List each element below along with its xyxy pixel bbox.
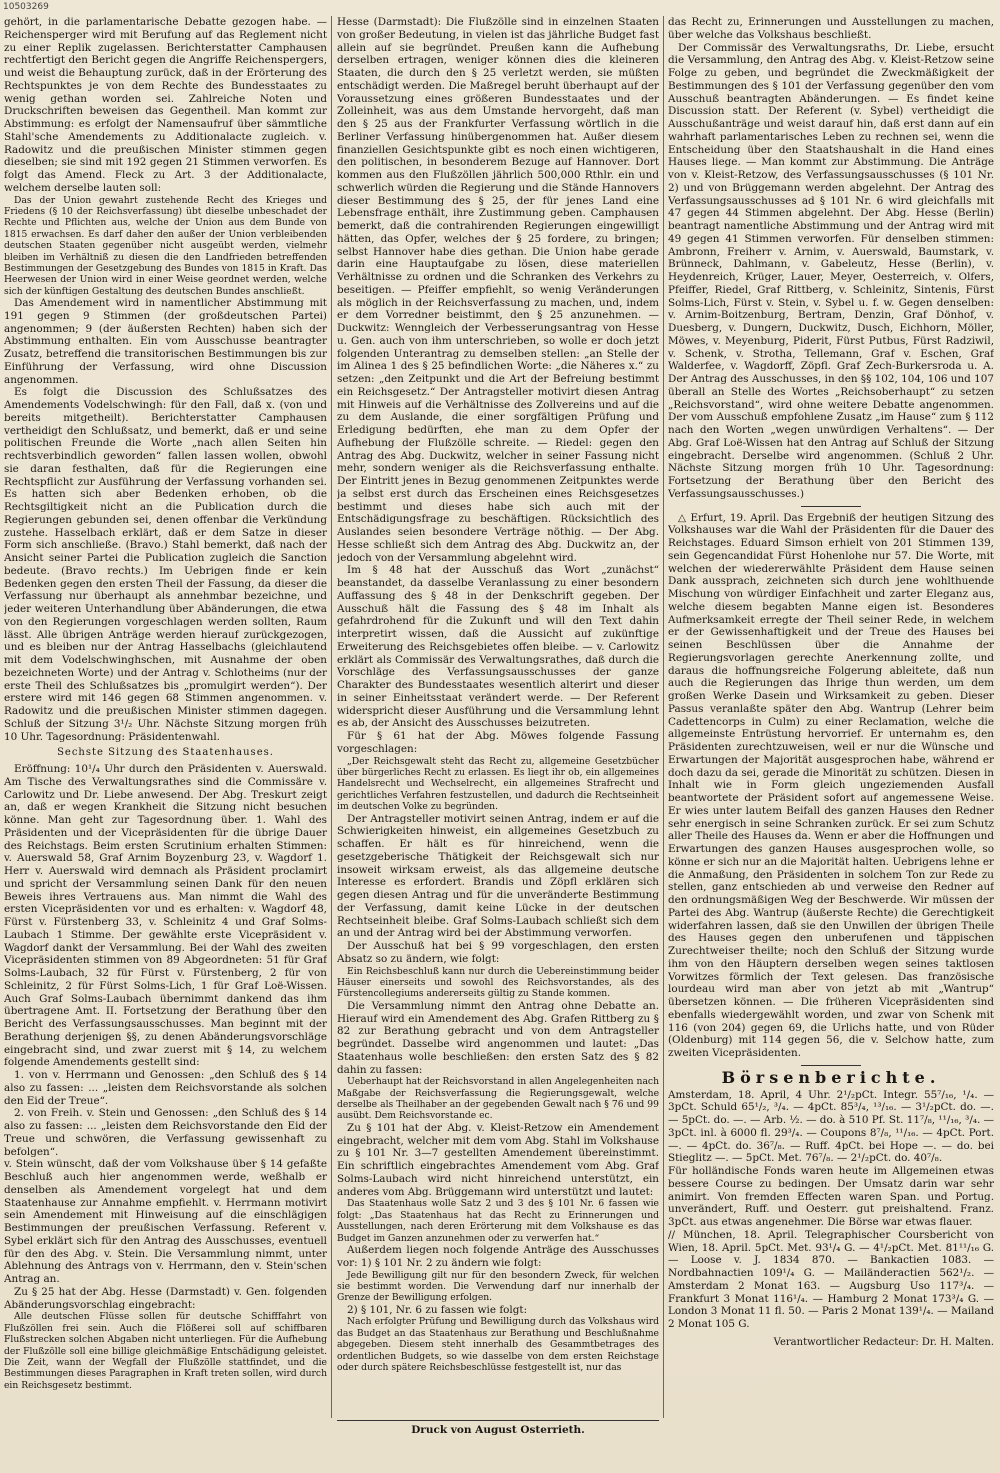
article-paragraph: Außerdem liegen noch folgende Anträge des Ausschusses vor: 1) § 101 Nr. 2 zu ändern wie folgt: — [337, 1244, 659, 1269]
article-paragraph: Der Antragsteller motivirt seinen Antrag, indem er auf die Schwierigkeiten hinweist, ein allgemeines Gesetzbuch zu schaffen. Er hält es für hinreichend, wenn die gesetzgeberische Thätigkeit der Reichsgewalt sich nur insoweit wirksam erweist, als das allgemeine deutsche Interesse es erfordert. Brandis und Zöpfl erklären sich gegen diesen Antrag und für die unveränderte Bestimmung der Verfassung, damit keine Lücke in der deutschen Rechtseinheit bleibe. Graf Solms-Laubach schließt sich dem an und der Antrag wird bei der Abstimmung verworfen. — [337, 812, 659, 940]
article-paragraph: Im § 48 hat der Ausschuß das Wort „zunächst“ beanstandet, da dasselbe Veranlassung zu einer besondern Auffassung des § 48 in der Denkschrift gegeben. Der Ausschuß hält die Fassung des § 48 im Inhalt als gefahrdrohend für die Zukunft und will den Text dahin interpretirt wissen, daß die Aussicht auf zukünftige Erweiterung des Reichsgebietes offen bleibe. — v. Carlowitz erklärt als Commissär des Verwaltungsrathes, daß durch die Vorschläge des Verfassungsausschusses der ganze Charakter des Bundesstaates wesentlich alterirt und dieser in seiner Einheitsstaat verändert werde. — Der Referent widerspricht dieser Ausführung und die Versammlung lehnt es ab, der Ansicht des Ausschusses beizutreten. — [337, 564, 659, 730]
article-paragraph: Eröffnung: 10¹/₄ Uhr durch den Präsidenten v. Auerswald. Am Tische des Verwaltungsrathes sind die Commissäre v. Carlowitz und Dr. Liebe anwesend. Der Abg. Treskurt zeigt an, daß er wegen Krankheit die Sitzung nicht besuchen könne. Man geht zur Tagesordnung über. 1. Wahl des Präsidenten und der Vicepräsidenten für die übrige Dauer des Reichstags. Beim ersten Scrutinium erhalten Stimmen: v. Auerswald 58, Graf Arnim Boyzenburg 23, v. Wagdorf 1. Herr v. Auerswald wird demnach als Präsident proclamirt und spricht der Versammlung seinen Dank für den neuen Beweis ihres Vertrauens aus. Man nimmt die Wahl des ersten Vicepräsidenten vor und es erhalten: v. Wagdorf 48, Fürst v. Fürstenberg 33, v. Schleinitz 4 und Graf Solms-Laubach 1 Stimme. Der gewählte erste Vicepräsident v. Wagdorf dankt der Versammlung. Bei der Wahl des zweiten Vicepräsidenten stimmen von 89 Abgeordneten: 51 für Graf Solms-Laubach, 32 für Fürst v. Fürstenberg, 2 für von Schleinitz, 2 für Fürst Solms-Lich, 1 für Graf Loë-Wissen. Auch Graf Solms-Laubach übernimmt dankend das ihm übertragene Amt. II. Fortsetzung der Berathung über den Bericht des Verfassungsausschusses. Man beginnt mit der Berathung derjenigen §§, zu denen Abänderungsvorschläge eingebracht sind, und zwar zuerst mit § 14, zu welchem folgende Amendements gestellt sind: — [4, 763, 327, 1069]
archive-id: 10503269 — [3, 2, 49, 12]
article-paragraph: Alle deutschen Flüsse sollen für deutsche Schifffahrt von Flußzöllen frei sein. Auch die Flößerei soll auf schiffbaren Flußstrecken solchen Abgaben nicht unterliegen. Für die Aufhebung der Flußzölle soll eine billige gleichmäßige Entschädigung geleistet. Die Zeit, wann der Wegfall der Flußzölle stattfindet, und die Bestimmungen dieses Paragraphen in Kraft treten sollen, wird durch ein Reichsgesetz bestimmt. — [4, 1311, 327, 1391]
article-paragraph: Für holländische Fonds waren heute im Allgemeinen etwas bessere Course zu bedingen. Der Umsatz darin war sehr animirt. Von fremden Effecten waren Span. und Portug. unverändert, Ruff. und Oesterr. gut preishaltend. Franz. 3pCt. aus etwas angenehmer. Die Börse war etwas flauer. — [668, 1165, 994, 1228]
column-2 — [337, 16, 659, 1436]
article-paragraph: Der Commissär des Verwaltungsraths, Dr. Liebe, ersucht die Versammlung, den Antrag des Abg. v. Kleist-Retzow seine Folge zu geben, und begründet die Zweckmäßigkeit der Bestimmungen des § 101 der Verfassung gegenüber den vom Ausschuß beantragten Abänderungen. — Es findet keine Discussion statt. Der Referent (v. Sybel) vertheidigt die Ausschußanträge und weist darauf hin, daß erst dann auf ein wahrhaft parlamentarisches Leben zu rechnen sei, wenn die Entscheidung über den Staatshaushalt in die Hand eines Hauses liege. — Man kommt zur Abstimmung. Die Anträge von v. Kleist-Retzow, des Verfassungsausschusses (§ 101 Nr. 2) und von Brüggemann werden abgelehnt. Der Antrag des Verfassungsausschusses ad § 101 Nr. 6 wird gleichfalls mit 47 gegen 44 Stimmen abgelehnt. Der Abg. Hesse (Berlin) beantragt namentliche Abstimmung und der Antrag wird mit 49 gegen 41 Stimmen verworfen. Für denselben stimmen: Ambronn, Freiherr v. Arnim, v. Auerswald, Baumstark, v. Brünneck, Dahlmann, v. Gabeleutz, Hesse (Berlin), v. Heydenreich, Krüger, Lauer, Meyer, Oesterreich, v. Olfers, Pfeiffer, Riedel, Graf Rittberg, v. Schleinitz, Sintenis, Fürst Solms-Lich, Fürst v. Stein, v. Sybel u. f. w. Gegen denselben: v. Arnim-Boitzenburg, Bertram, Denzin, Graf Dönhof, v. Duesberg, v. Dungern, Duckwitz, Dusch, Eichhorn, Möller, Möwes, v. Meyenburg, Piderit, Fürst Putbus, Fürst Radziwil, v. Schenk, v. Strotha, Tellemann, Graf v. Eschen, Graf Walderfee, v. Wagdorff, Zöpfl. Graf Zech-Burkersroda u. A. Der Antrag des Ausschusses, in den §§ 102, 104, 106 und 107 überall an Stelle des Wortes „Reichsoberhaupt“ zu setzen „Reichsvorstand“, wird ohne weitere Debatte angenommen. Der vom Ausschuß empfohlene Zusatz „im Hause“ zum § 112 nach den Worten „wegen unwürdigen Verhaltens“. — Der Abg. Graf Loë-Wissen hat den Antrag auf Schluß der Sitzung eingebracht. Derselbe wird angenommen. (Schluß 2 Uhr. Nächste Sitzung morgen früh 10 Uhr. Tagesordnung: Fortsetzung der Berathung über den Bericht des Verfassungsausschusses.) — [668, 41, 994, 500]
article-paragraph: 2. von Freih. v. Stein und Genossen: „den Schluß des § 14 also zu fassen: ... „leisten dem Reichsvorstande den Eid der Treue und schwören, die Verfassung gewissenhaft zu befolgen“. — [4, 1107, 327, 1158]
article-paragraph: „Der Reichsgewalt steht das Recht zu, allgemeine Gesetzbücher über bürgerliches Recht zu erlassen. Es liegt ihr ob, ein allgemeines Handelsrecht und Wechselrecht, ein allgemeines Strafrecht und gerichtliches Verfahren festzustellen, und dadurch die Rechtseinheit im deutschen Volke zu begründen. — [337, 755, 659, 813]
section-separator — [801, 1065, 861, 1066]
article-paragraph: v. Stein wünscht, daß der vom Volkshause über § 14 gefaßte Beschluß auch hier angenommen werde, weßhalb er denselben als Amendement vorgelegt hat und dem Staatenhause zur Annahme empfiehlt. v. Herrmann motivirt sein Amendement mit Hinweisung auf die einschlägigen Bestimmungen der preußischen Verfassung. Referent v. Sybel erklärt sich für den Antrag des Ausschusses, eventuell für den des Abg. v. Stein. Die Versammlung nimmt, unter Ablehnung des Antrags von v. Herrmann, den v. Stein'schen Antrag an. — [4, 1158, 327, 1286]
section-separator — [801, 506, 861, 507]
article-paragraph: Es folgt die Discussion des Schlußsatzes des Amendements Vodelschwingh: für den Fall, daß x. (von und bereits mitgetheilt). Berichterstatter Camphausen vertheidigt den Schlußsatz, und bemerkt, daß er und seine politischen Freunde die Worte „nach allen Seiten hin rechtsverbindlich geworden“ fallen lassen wollen, obwohl sie daran festhalten, daß für die Regierungen eine Rechtspflicht zur Ausführung der Verfassung vorhanden sei. Es hatten sich aber Bedenken erhoben, ob die Rechtsgiltigkeit nicht an die Publication durch die Regierungen gebunden sei, denen offenbar die Verkündung zustehe. Hasselbach erklärt, daß er dem Satze in dieser Form sich anschließe. (Bravo.) Stahl bemerkt, daß nach der Ansicht seiner Partei die Publication zugleich die Sanction bedeute. (Bravo rechts.) Im Uebrigen finde er kein Bedenken gegen den ersten Theil der Fassung, da dieser die Verfassung nur überhaupt als annehmbar bezeichne, und jeder weiteren Unterhandlung über Abänderungen, die etwa von den Regierungen vorgeschlagen werden sollten, Raum lässt. Alle übrigen Anträge werden hierauf zurückgezogen, und es bleiben nur der Antrag Hasselbachs (gleichlautend mit dem Vodelschwinghschen, mit Ausnahme der oben bezeichneten Worte) und der Antrag v. Schlotheims (nur der erste Theil des Schlußsatzes bis „promulgirt werden“). Der erstere wird mit 146 gegen 68 Stimmen angenommen. v. Radowitz und die preußischen Minister stimmen dagegen. Schluß der Sitzung 3¹/₂ Uhr. Nächste Sitzung morgen früh 10 Uhr. Tagesordnung: Präsidentenwahl. — [4, 386, 327, 743]
article-paragraph: Zu § 101 hat der Abg. v. Kleist-Retzow ein Amendement eingebracht, welcher mit dem vom Abg. Stahl im Volkshause zu § 101 Nr. 3—7 gestellten Amendement übereinstimmt. Ein schriftlich eingebrachtes Amendement vom Abg. Graf Solms-Laubach wird nicht hinreichend unterstützt, ein anderes vom Abg. Brüggemann wird unterstützt und lautet: — [337, 1121, 659, 1198]
section-heading: Sechste Sitzung des Staatenhauses. — [57, 747, 274, 759]
article-paragraph: Das Staatenhaus wolle Satz 2 und 3 des § 101 Nr. 6 fassen wie folgt: „Das Staatenhaus hat das Recht zu Erinnerungen und Ausstellungen, nach deren Erörterung mit dem Volkshause es das Budget im Ganzen anzunehmen oder zu verwerfen hat.“ — [337, 1198, 659, 1244]
article-paragraph: // München, 18. April. Telegraphischer Coursbericht von Wien, 18. April. 5pCt. Met. 93¹/₄ G. — 4¹/₂pCt. Met. 81¹¹/₁₆ G. — Loose v. J. 1834 870. — Bankactien 1083. — Nordbahnactien 109¹/₄ G. — Mailänderactien 562¹/₂. — Amsterdam 2 Monat 163. — Augsburg Uso 117³/₄. — Frankfurt 3 Monat 116¹/₄. — Hamburg 2 Monat 173³/₄ G. — London 3 Monat 11 fl. 50. — Paris 2 Monat 139¹/₄. — Mailand 2 Monat 105 G. — [668, 1228, 994, 1330]
article-paragraph: Hesse (Darmstadt): Die Flußzölle sind in einzelnen Staaten von großer Bedeutung, in vielen ist das jährliche Budget fast allein auf sie begründet. Preußen kann die Aufhebung derselben ertragen, weniger können dies die kleineren Staaten, die durch den § 25 verletzt werden, sie müßten entschädigt werden. Die Maßregel beruht überhaupt auf der Voraussetzung eines größeren Bundesstaates und der Zolleinheit, was aus dem Umstande hervorgeht, daß man den § 25 aus der Frankfurter Verfassung wörtlich in die Berliner Verfassung hinübergenommen hat. Außer diesem finanziellen Gesichtspunkte gibt es noch einen wichtigeren, den politischen, in besonderem Bezuge auf Hannover. Dort kommen aus den Flußzöllen jährlich 500,000 Rthlr. ein und schwerlich würden die Regierung und die Stände Hannovers dieser Bestimmung des § 25, der für jenes Land eine Lebensfrage enthält, ihre Zustimmung geben. Camphausen bemerkt, daß die contrahirenden Regierungen eingewilligt hätten, das Opfer, welches der § 25 fordere, zu bringen; selbst Hannover habe dies gethan. Die Union habe gerade darin eine Hauptaufgabe zu lösen, diese materiellen Verhältnisse zu ordnen und die Schranken des Verkehrs zu beseitigen. — Pfeiffer empfiehlt, so wenig Veränderungen als möglich in der Reichsverfassung zu machen, und, indem er dem Vorredner beistimmt, den § 25 anzunehmen. — Duckwitz: Wenngleich der Verbesserungsantrag von Hesse u. Gen. auch von ihm unterschrieben, so wolle er doch jetzt folgenden Unterantrag zu demselben stellen: „an Stelle der im Alinea 1 des § 25 befindlichen Worte: „die Näheres x.“ zu setzen: „den Zeitpunkt und die Art der Befreiung bestimmt ein Reichsgesetz.“ Der Antragsteller motivirt diesen Antrag mit Hinweis auf die Verhältnisse des Zollvereins und auf die zu dem Auslande, die einer sorgfältigen Prüfung und Erledigung bedürften, ehe man zu dem Opfer der Aufhebung der Flußzölle schreite. — Riedel: gegen den Antrag des Abg. Duckwitz, welcher in seiner Fassung nicht mehr, sondern weniger als die Reichsverfassung enthalte. Der Eintritt jenes in Bezug genommenen Zeitpunktes werde ja selbst erst durch das Erscheinen eines Reichsgesetzes bestimmt und dieses habe sich auch mit der Entschädigungsfrage zu beschäftigen. Rücksichtlich des Auslandes seien besondere Verträge nöthig. — Der Abg. Hesse schließt sich dem Antrag des Abg. Duckwitz an, der jedoch von der Versammlung abgelehnt wird. — [337, 16, 659, 564]
article-paragraph: △ Erfurt, 19. April. Das Ergebniß der heutigen Sitzung des Volkshauses war die Wahl der Präsidenten für die Dauer des Reichstages. Eduard Simson erhielt von 201 Stimmen 139, sein Gegencandidat Fürst Hohenlohe nur 57. Die Worte, mit welchen der wiedererwählte Präsident dem Hause seinen Dank aussprach, zeichneten sich durch jene wohlthuende Mischung von würdiger Einfachheit und zarter Eleganz aus, welche diesem begabten Manne eigen ist. Besonderes Aufmerksamkeit erregte der Theil seiner Rede, in welchem er der Gewissenhaftigkeit und der Treue des Hauses bei seinen Beschlüssen über die Annahme der Regierungsvorlagen gerechte Anerkennung zollte, und daraus die hoffnungsreiche Folgerung ableitete, daß nun auch die Regierungen das Ihrige thun werden, um dem großen Werke Dasein und Wirksamkeit zu geben. Dieser Passus veranlaßte später den Abg. Wantrup (Lehrer beim Cadettencorps in Culm) zu einer Reclamation, welche die allgemeinste Entrüstung hervorrief. Er unternahm es, den Präsidenten zurechtzuweisen, weil er nur die Wünsche und Erwartungen der Majorität ausgesprochen habe, während er doch dazu da sei, gerade die Minorität zu schützen. Diesen in Inhalt wie in Form gleich ungeziemenden Ausfall beantwortete der Präsident sofort auf angemessene Weise. Er wies unter lautem Beifall des ganzen Hauses den Redner sehr energisch in seine Schranken zurück. Er sei zum Schutz aller Theile des Hauses da. Wenn er aber die Hoffnungen und Erwartungen des ganzen Hauses ausgesprochen wolle, so könne er sich nur an die Majorität halten. Uebrigens lehne er die Anmaßung, den Präsidenten in solchem Ton zur Rede zu stellen, ganz entschieden ab und verweise den Redner auf den ordnungsmäßigen Weg der Beschwerde. Wir müssen der Partei des Abg. Wantrup (äußerste Rechte) die Gerechtigkeit widerfahren lassen, daß sie den Unwillen der übrigen Theile des Hauses gegen den unberufenen und täppischen Zurechtweiser theilte; noch den Schluß der Sitzung wurde ihm von den Häuptern derselben wegen seines taktlosen Vorwitzes förmlich der Text gelesen. Das französische lourdeau wird man aber von jetzt ab mit „Wantrup“ übersetzen können. — Die früheren Vicepräsidenten sind ebenfalls wiedergewählt worden, und zwar von Schenk mit 116 (von 204) gegen 69, die Urlichs hatte, und von Rüder (Oldenburg) mit 114 gegen 56, die v. Selchow hatte, zum zweiten Vicepräsidenten. — [668, 511, 994, 1059]
article-paragraph: 1. von v. Herrmann und Genossen: „den Schluß des § 14 also zu fassen: ... „leisten dem Reichsvorstande als solchen den Eid der Treue“. — [4, 1069, 327, 1107]
article-paragraph: Ueberhaupt hat der Reichsvorstand in allen Angelegenheiten nach Maßgabe der Reichsverfassung die Regierungsgewalt, welche derselbe als Theilhaber an der gegebenden Gewalt nach § 76 und 99 ausübt. Dem Reichsvorstande ec. — [337, 1076, 659, 1122]
article-paragraph: Ein Reichsbeschluß kann nur durch die Uebereinstimmung beider Häuser einerseits und sowohl des Reichsvorstandes, als des Fürstencollegiums andererseits gültig zu Stande kommen. — [337, 965, 659, 1000]
footer-rule — [337, 1420, 659, 1421]
article-paragraph: das Recht zu, Erinnerungen und Ausstellungen zu machen, über welche das Volkshaus beschließt. — [668, 16, 994, 41]
column-1 — [4, 16, 327, 1436]
article-paragraph: Zu § 25 hat der Abg. Hesse (Darmstadt) v. Gen. folgenden Abänderungsvorschlag eingebracht: — [4, 1285, 327, 1311]
article-paragraph: Die Versammlung nimmt den Antrag ohne Debatte an. Hierauf wird ein Amendement des Abg. Grafen Rittberg zu § 82 zur Berathung gebracht und von dem Antragsteller begründet. Dasselbe wird angenommen und lautet: „Das Staatenhaus wolle beschließen: den ersten Satz des § 82 dahin zu fassen: — [337, 999, 659, 1076]
boersenberichte-heading: Börsenberichte. — [721, 1067, 941, 1087]
article-paragraph: Der Ausschuß hat bei § 99 vorgeschlagen, den ersten Absatz so zu ändern, wie folgt: — [337, 940, 659, 965]
column-3 — [668, 16, 994, 1436]
article-paragraph: gehört, in die parlamentarische Debatte gezogen habe. — Reichensperger wird mit Berufung auf das Reglement nicht zu einer Replik zugelassen. Berichterstatter Camphausen rechtfertigt den Bericht gegen die Angriffe Reichenspergers, und weist die Behauptung zurück, daß in der Erörterung des Rechtspunktes je von dem Rechte des Bundesstaates zu wenig gethan worden sei. Zahlreiche Noten und Druckschriften beweisen das Gegentheil. Man kommt zur Abstimmung: es erfolgt der Namensaufruf über sämmtliche Stahl'sche Amendements zu Additionalacte zugleich. v. Radowitz und die preußischen Minister stimmen gegen dieselben; sie sind mit 192 gegen 21 Stimmen verworfen. Es folgt das Amend. Fleck zu Art. 3 der Additionalacte, welchem derselbe lauten soll: — [4, 16, 327, 194]
article-paragraph: 2) § 101, Nr. 6 zu fassen wie folgt: — [347, 1303, 528, 1316]
article-paragraph: Amsterdam, 18. April, 4 Uhr. 2¹/₂pCt. Integr. 55⁷/₁₆, ¹/₄. — 3pCt. Schuld 65¹/₂, ³/₄. — 4pCt. 85³/₄, ¹³/₁₆. — 3¹/₂pCt. do. —. — 5pCt. do. —. — Arb. ½. — do. à 510 Pf. St. 11⁷/₈, ¹¹/₁₆, ³/₄. — 3pCt. inl. à 6000 fl. 29³/₄. — Coupons 8⁷/₈, ¹¹/₁₆. — 4pCt. Port. —. — 4pCt. do. 36⁷/₈. — Ruff. 4pCt. bei Hope —. — do. bei Stieglitz —. — 5pCt. Met. 76⁷/₈. — 2¹/₂pCt. do. 40⁷/₈. — [668, 1088, 994, 1165]
article-paragraph: Für § 61 hat der Abg. Möwes folgende Fassung vorgeschlagen: — [337, 730, 659, 755]
article-paragraph: Das Amendement wird in namentlicher Abstimmung mit 191 gegen 9 Stimmen (der großdeutschen Partei) angenommen; 9 (der äußersten Rechten) haben sich der Abstimmung enthalten. Ein vom Ausschusse beantragter Zusatz, betreffend die transitorischen Bestimmungen bis zur Einführung der Verfassung, wird ohne Discussion angenommen. — [4, 297, 327, 386]
printer-imprint: Druck von August Osterrieth. — [411, 1424, 585, 1436]
article-paragraph: Jede Bewilligung gilt nur für den besondern Zweck, für welchen sie bestimmt worden. Die Verwendung darf nur innerhalb der Grenze der Bewilligung erfolgen. — [337, 1269, 659, 1304]
column-rule — [331, 16, 332, 1418]
article-paragraph: Das der Union gewahrt zustehende Recht des Krieges und Friedens (§ 10 der Reichsverfassung) übt dieselbe unbeschadet der Rechte und Pflichten aus, welche der Union aus dem Bunde von 1815 erwachsen. Es darf daher den außer der Union verbleibenden deutschen Staaten gegenüber nicht ausgeübt werden, vielmehr bleiben im Verhältniß zu diesen die den Landfrieden betreffenden Bestimmungen der Gesetzgebung des Bundes von 1815 in Kraft. Das Heerwesen der Union wird in einer Weise geordnet werden, welche sich der künftigen Gestaltung des deutschen Bundes anschließt. — [4, 194, 327, 297]
article-paragraph: Nach erfolgter Prüfung und Bewilligung durch das Volkshaus wird das Budget an das Staatenhaus zur Berathung und Beschlußnahme abgegeben. Diesem steht innerhalb des Gesammtbetrages des ordentlichen Budgets, so wie dasselbe von dem ersten Reichstage oder durch spätere Reichsbeschlüsse festgestellt ist, nur das — [337, 1316, 659, 1374]
editor-line: Verantwortlicher Redacteur: Dr. H. Malten. — [773, 1336, 994, 1348]
column-rule — [663, 16, 664, 1418]
